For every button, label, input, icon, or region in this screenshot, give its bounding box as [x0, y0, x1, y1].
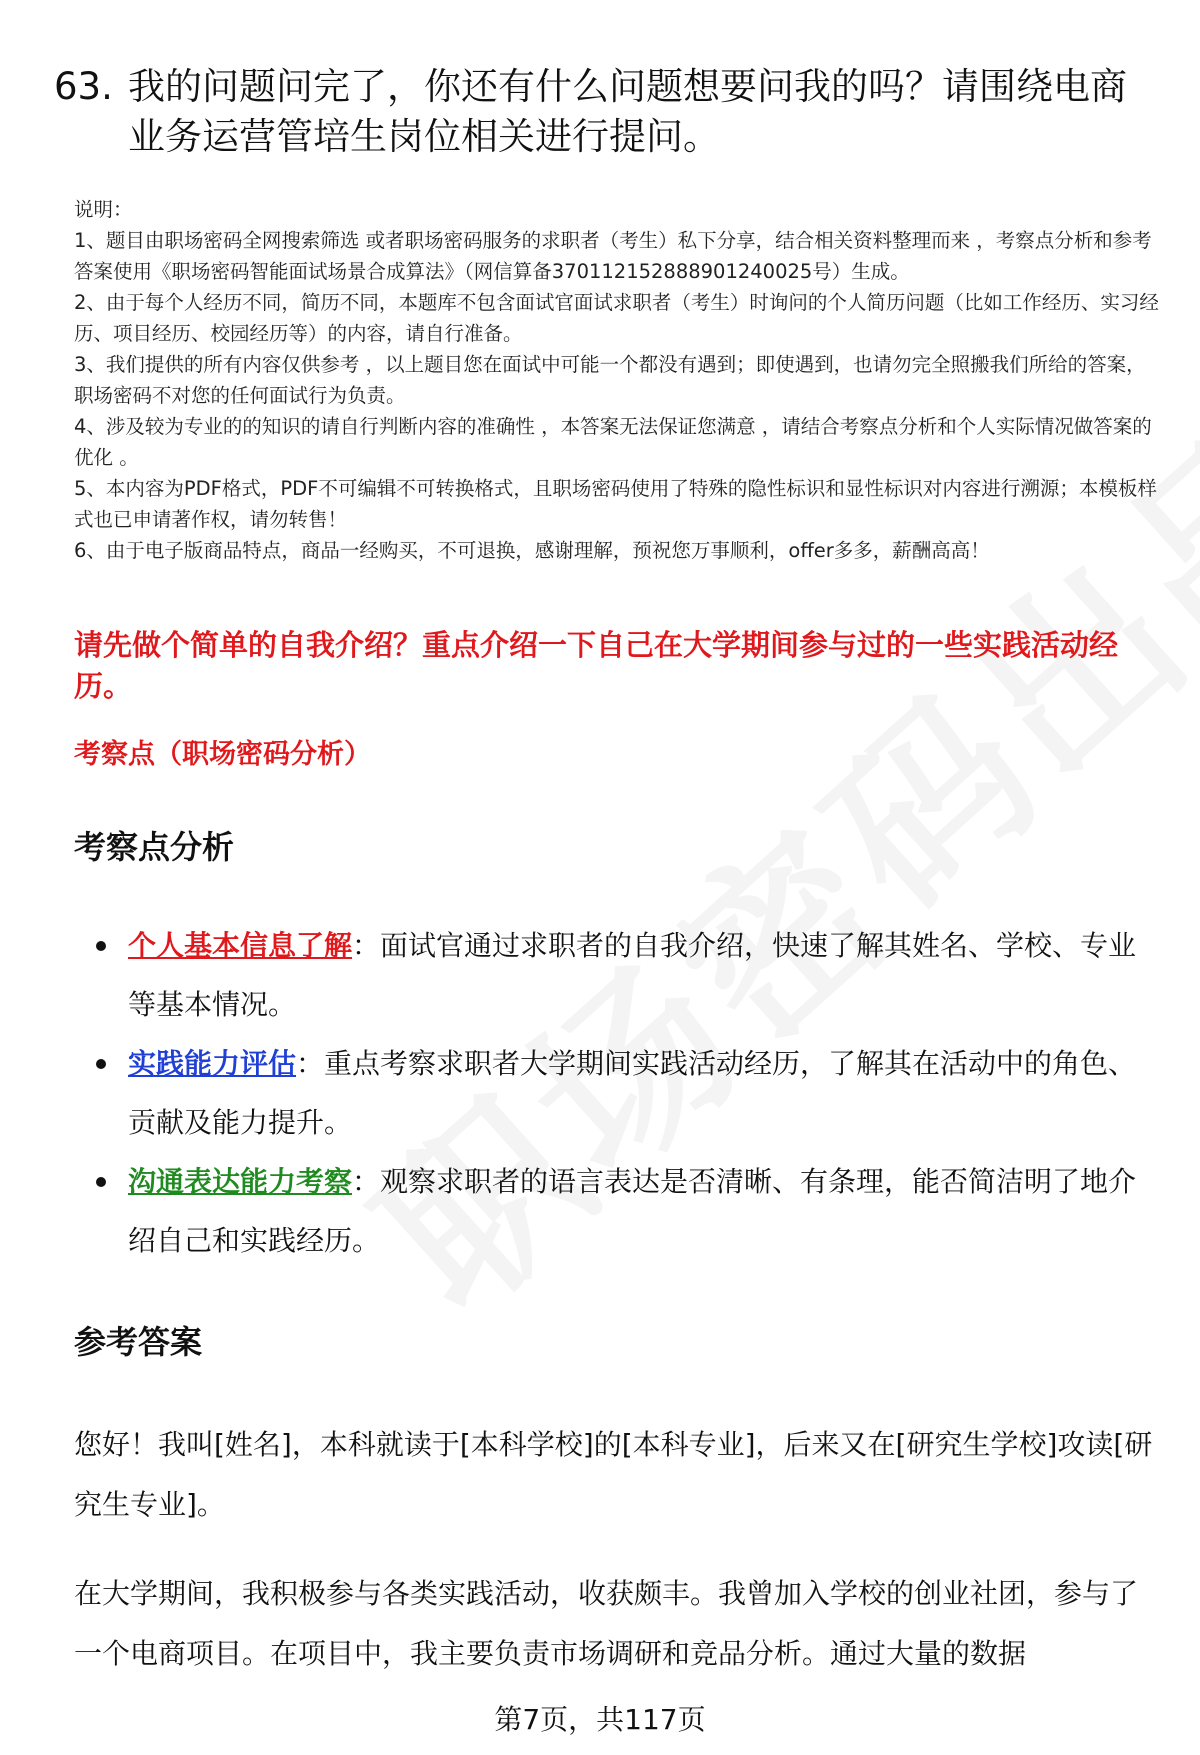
note-item: 3、我们提供的所有内容仅供参考 ，以上题目您在面试中可能一个都没有遇到；即使遇到，也请勿完全照搬我们所给的答案，职场密码不对您的任何面试行为负责。 — [74, 353, 1146, 407]
bullet-dot-icon — [96, 1059, 106, 1069]
notes-heading: 说明： — [74, 198, 133, 221]
bullet-dot-icon — [96, 941, 106, 951]
analysis-keyword: 个人基本信息了解 — [128, 929, 353, 962]
answer-paragraph: 您好！我叫[姓名]，本科就读于[本科学校]的[本科专业]，后来又在[研究生学校]攻读[研究生专业]。 — [74, 1428, 1153, 1521]
exam-point-title: 考察点（职场密码分析） — [74, 739, 371, 770]
question-number: 63. — [54, 65, 113, 108]
analysis-text: ：观察求职者的语言表达是否清晰、有条理，能否简洁明了地介绍自己和实践经历。 — [128, 1165, 1137, 1257]
analysis-item — [96, 1152, 1156, 1270]
note-item: 2、由于每个人经历不同，简历不同，本题库不包含面试官面试求职者（考生）时询问的个人简历问题（比如工作经历、实习经历、项目经历、校园经历等）的内容，请自行准备。 — [74, 291, 1159, 345]
note-item: 5、本内容为PDF格式，PDF不可编辑不可转换格式，且职场密码使用了特殊的隐性标识和显性标识对内容进行溯源；本模板样式也已申请著作权，请勿转售！ — [74, 477, 1157, 531]
notes-section — [74, 194, 1159, 566]
analysis-text: ：面试官通过求职者的自我介绍，快速了解其姓名、学校、专业等基本情况。 — [128, 929, 1137, 1021]
interview-prompt: 请先做个简单的自我介绍？重点介绍一下自己在大学期间参与过的一些实践活动经历。 — [74, 628, 1119, 703]
analysis-keyword: 实践能力评估 — [128, 1047, 297, 1080]
note-item: 1、题目由职场密码全网搜索筛选 或者职场密码服务的求职者（考生）私下分享，结合相关资料整理而来 ，考察点分析和参考答案使用《职场密码智能面试场景合成算法》（网信算备370112152888901240025号）生成。 — [74, 229, 1152, 283]
analysis-heading: 考察点分析 — [74, 828, 235, 866]
answer-heading: 参考答案 — [74, 1323, 203, 1361]
question — [54, 62, 1154, 162]
answer-paragraph: 在大学期间，我积极参与各类实践活动，收获颇丰。我曾加入学校的创业社团，参与了一个电商项目。在项目中，我主要负责市场调研和竞品分析。通过大量的数据 — [74, 1577, 1139, 1670]
note-item: 4、涉及较为专业的的知识的请自行判断内容的准确性 ，本答案无法保证您满意 ，请结合考察点分析和个人实际情况做答案的优化 。 — [74, 415, 1152, 469]
analysis-text: ：重点考察求职者大学期间实践活动经历，了解其在活动中的角色、贡献及能力提升。 — [128, 1047, 1137, 1139]
analysis-keyword: 沟通表达能力考察 — [128, 1165, 353, 1198]
analysis-item — [96, 916, 1156, 1034]
analysis-item — [96, 1034, 1156, 1152]
page-footer: 第7页，共117页 — [494, 1703, 706, 1736]
note-item: 6、由于电子版商品特点，商品一经购买，不可退换，感谢理解，预祝您万事顺利，offer多多，薪酬高高！ — [74, 539, 990, 562]
analysis-list — [96, 916, 1156, 1270]
bullet-dot-icon — [96, 1177, 106, 1187]
question-text: 我的问题问完了，你还有什么问题想要问我的吗？请围绕电商业务运营管培生岗位相关进行提问。 — [128, 65, 1127, 158]
